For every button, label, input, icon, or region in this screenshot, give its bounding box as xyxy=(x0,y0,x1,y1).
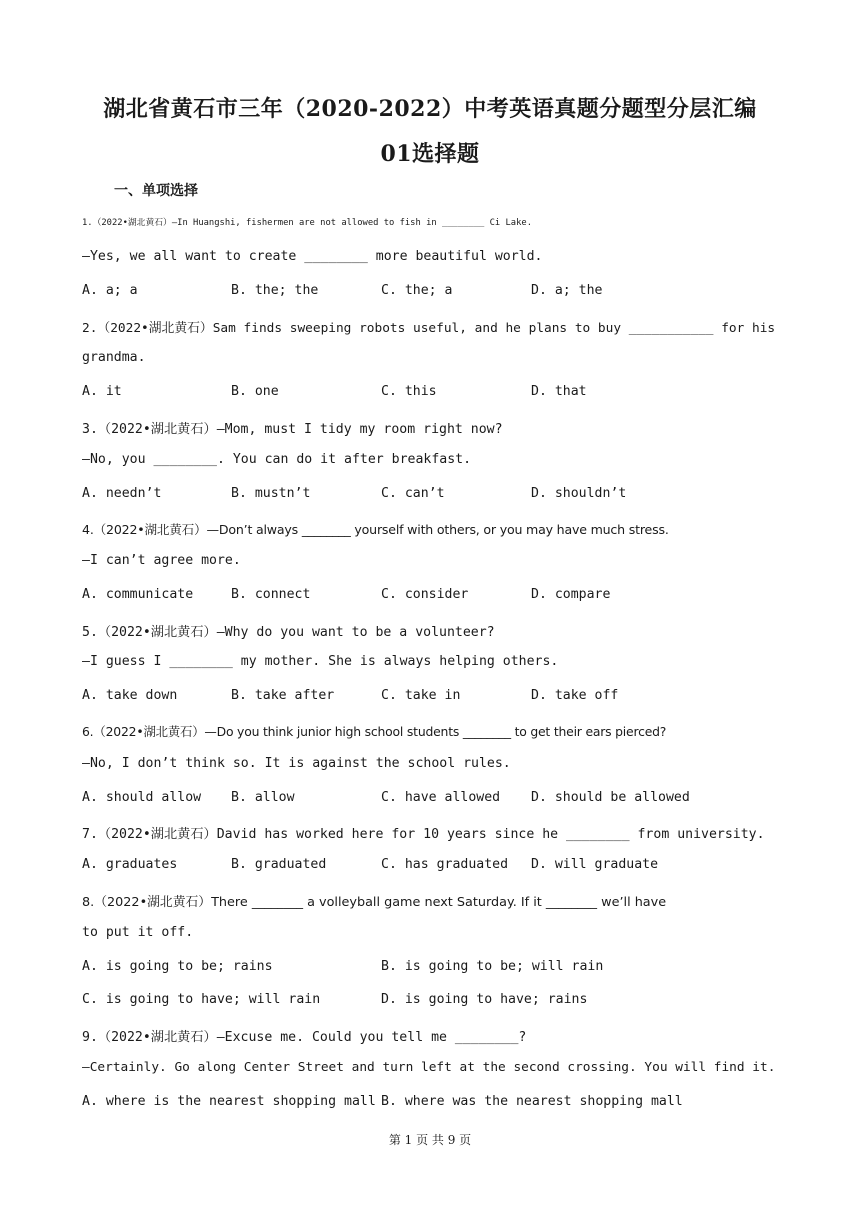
q8-option-c: C. is going to have; will rain xyxy=(82,992,321,1007)
q7-option-b: B. graduated xyxy=(231,857,327,872)
q1-option-c: C. the; a xyxy=(381,283,453,298)
q9-option-a: A. where is the nearest shopping mall xyxy=(82,1094,376,1109)
q1-option-a: A. a; a xyxy=(82,283,138,298)
q6-option-b: B. allow xyxy=(231,790,295,805)
q1-option-b: B. the; the xyxy=(231,283,319,298)
q8-option-b: B. is going to be; will rain xyxy=(381,959,604,974)
q2-option-c: C. this xyxy=(381,384,437,399)
q8-stem-line1: 8.（2022•湖北黄石）There ________ a volleyball game next Saturday. If it ________ we’ll have xyxy=(82,895,667,910)
q4-option-c: C. consider xyxy=(381,587,469,602)
q5-option-b: B. take after xyxy=(231,688,335,703)
q2-stem-line2: grandma. xyxy=(82,350,146,365)
q7-option-d: D. will graduate xyxy=(531,857,659,872)
q3-stem-line2: —No, you ________. You can do it after breakfast. xyxy=(82,452,472,467)
q9-stem-line2: —Certainly. Go along Center Street and turn left at the second crossing. You will find it. xyxy=(82,1060,776,1075)
q9-option-b: B. where was the nearest shopping mall xyxy=(381,1094,683,1109)
q4-stem-line2: —I can’t agree more. xyxy=(82,553,241,568)
q4-option-d: D. compare xyxy=(531,587,611,602)
q9-stem-line1: 9.（2022•湖北黄石）—Excuse me. Could you tell me ________? xyxy=(82,1030,527,1045)
q4-option-a: A. communicate xyxy=(82,587,194,602)
q5-option-a: A. take down xyxy=(82,688,178,703)
q4-option-b: B. connect xyxy=(231,587,311,602)
q7-stem-line1: 7.（2022•湖北黄石）David has worked here for 10 years since he ________ from university. xyxy=(82,827,765,842)
q4-stem-line1: 4.（2022•湖北黄石）—Don’t always ________ yourself with others, or you may have much stress. xyxy=(82,522,669,537)
q8-stem-line2: to put it off. xyxy=(82,925,194,940)
q5-stem-line2: —I guess I ________ my mother. She is always helping others. xyxy=(82,654,559,669)
document-title: 湖北省黄石市三年（2020-2022）中考英语真题分题型分层汇编 xyxy=(103,96,757,122)
q7-option-a: A. graduates xyxy=(82,857,178,872)
q2-option-a: A. it xyxy=(82,384,122,399)
q7-option-c: C. has graduated xyxy=(381,857,509,872)
q3-stem-line1: 3.（2022•湖北黄石）—Mom, must I tidy my room right now? xyxy=(82,422,503,437)
q1-stem-line1: 1.（2022•湖北黄石）—In Huangshi, fishermen are not allowed to fish in ________ Ci Lake. xyxy=(82,218,532,228)
section-heading: 一、单项选择 xyxy=(114,183,198,199)
q6-stem-line2: —No, I don’t think so. It is against the school rules. xyxy=(82,756,511,771)
q3-option-c: C. can’t xyxy=(381,486,445,501)
document-subtitle: 01选择题 xyxy=(380,141,480,167)
q2-option-b: B. one xyxy=(231,384,279,399)
q8-option-d: D. is going to have; rains xyxy=(381,992,588,1007)
q6-option-d: D. should be allowed xyxy=(531,790,690,805)
page-footer: 第 1 页 共 9 页 xyxy=(388,1133,472,1147)
q5-option-c: C. take in xyxy=(381,688,461,703)
q3-option-b: B. mustn’t xyxy=(231,486,311,501)
q5-stem-line1: 5.（2022•湖北黄石）—Why do you want to be a volunteer? xyxy=(82,625,495,640)
q6-option-a: A. should allow xyxy=(82,790,202,805)
q8-option-a: A. is going to be; rains xyxy=(82,959,273,974)
q1-stem-line2: —Yes, we all want to create ________ more beautiful world. xyxy=(82,249,543,264)
q2-stem-line1: 2.（2022•湖北黄石）Sam finds sweeping robots useful, and he plans to buy ___________ for his xyxy=(82,321,776,336)
q1-option-d: D. a; the xyxy=(531,283,603,298)
q3-option-d: D. shouldn’t xyxy=(531,486,627,501)
q5-option-d: D. take off xyxy=(531,688,619,703)
q6-stem-line1: 6.（2022•湖北黄石）—Do you think junior high school students ________ to get their ears pierced? xyxy=(82,724,667,739)
q6-option-c: C. have allowed xyxy=(381,790,501,805)
q3-option-a: A. needn’t xyxy=(82,486,162,501)
q2-option-d: D. that xyxy=(531,384,587,399)
